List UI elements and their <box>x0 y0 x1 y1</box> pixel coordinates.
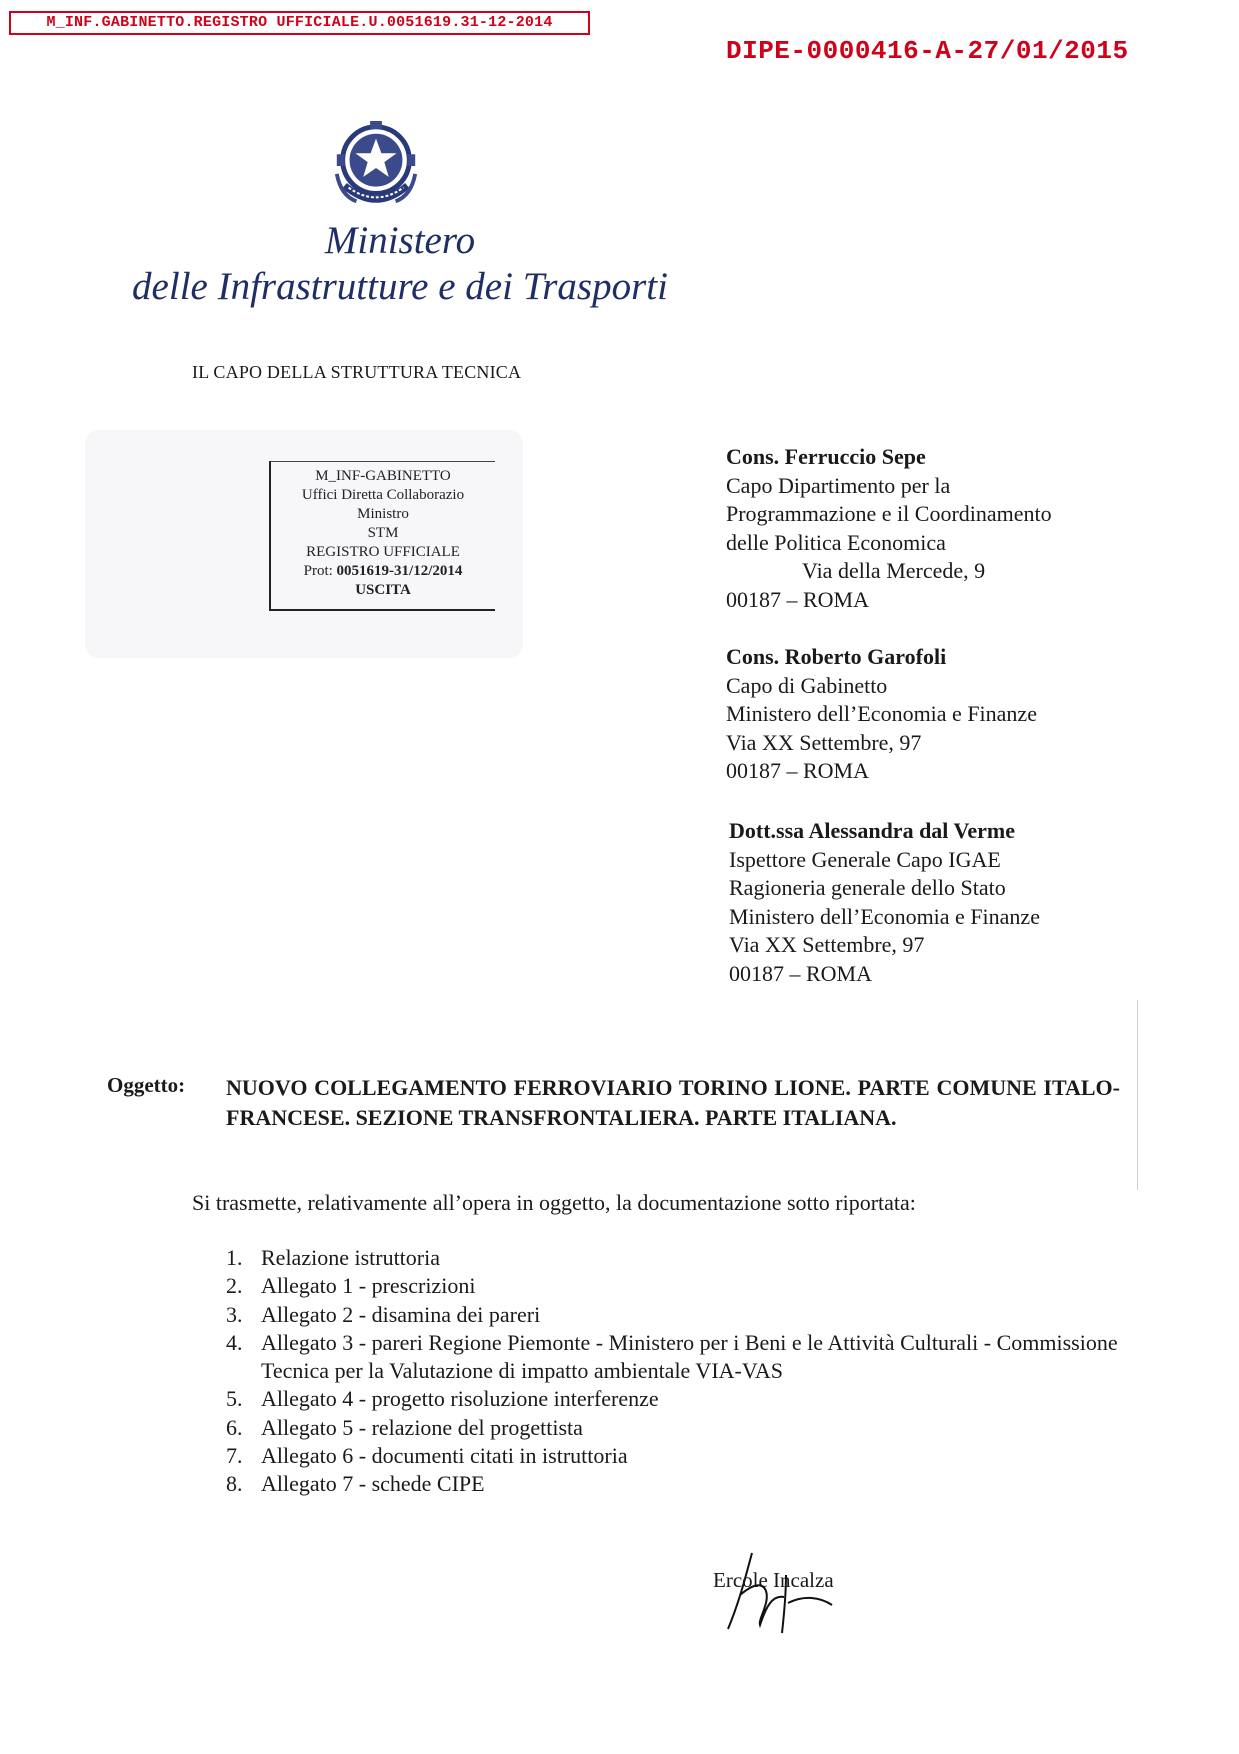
recipient-line: Capo Dipartimento per la <box>726 472 951 498</box>
protocol-stamp-prot-label: Prot: <box>303 563 333 579</box>
handwritten-signature <box>700 1545 840 1635</box>
list-item-text: Allegato 4 - progetto risoluzione interferenze <box>261 1386 659 1412</box>
recipient-name: Dott.ssa Alessandra dal Verme <box>729 818 1016 843</box>
intro-paragraph: Si trasmette, relativamente all’opera in oggetto, la documentazione sotto riportata: <box>192 1190 916 1215</box>
registry-stamp: M_INF.GABINETTO.REGISTRO UFFICIALE.U.0051619.31-12-2014 <box>9 11 590 35</box>
list-item-number: 2. <box>226 1273 243 1299</box>
recipient-line: 00187 – ROMA <box>726 758 870 783</box>
repubblica-italiana-emblem-icon <box>327 117 425 219</box>
ministry-title <box>100 218 700 310</box>
protocol-stamp-line: STM <box>367 525 399 541</box>
signatory-name: Ercole Incalza <box>713 1568 834 1592</box>
list-item-text: Allegato 7 - schede CIPE <box>261 1471 485 1497</box>
recipient-line: Ispettore Generale Capo IGAE <box>729 846 1001 872</box>
recipient-line: Ministero dell’Economia e Finanze <box>729 903 1040 929</box>
list-item-number: 5. <box>226 1386 243 1412</box>
recipient-line: 00187 – ROMA <box>726 586 870 612</box>
list-item-number: 4. <box>226 1329 243 1355</box>
attachment-list <box>226 1244 1126 1499</box>
recipient-line: Via della Mercede, 9 <box>802 558 986 583</box>
recipient-line: delle Politica Economica <box>726 529 946 555</box>
list-item <box>226 1385 1126 1413</box>
protocol-stamp-line: REGISTRO UFFICIALE <box>306 544 460 560</box>
recipient-block <box>726 443 1052 614</box>
protocol-stamp-number <box>271 562 495 581</box>
list-item-text: Relazione istruttoria <box>261 1245 440 1270</box>
subject-label: Oggetto: <box>107 1073 186 1097</box>
dipe-protocol-number: DIPE-0000416-A-27/01/2015 <box>726 36 1129 66</box>
list-item <box>226 1272 1126 1300</box>
subject-text: NUOVO COLLEGAMENTO FERROVIARIO TORINO LIONE. PARTE COMUNE ITALO-FRANCESE. SEZIONE TRANSFRONTALIERA. PARTE ITALIANA. <box>226 1075 1120 1130</box>
recipient-line: Via XX Settembre, 97 <box>726 729 922 755</box>
protocol-stamp-line: Uffici Diretta Collaborazio <box>301 487 465 503</box>
list-item-number: 7. <box>226 1443 243 1469</box>
protocol-stamp-line: M_INF-GABINETTO <box>315 468 451 484</box>
recipient-line: Ragioneria generale dello Stato <box>729 875 1006 900</box>
list-item-number: 3. <box>226 1301 243 1327</box>
protocol-stamp-line: Ministro <box>357 506 409 522</box>
recipient-line: 00187 – ROMA <box>729 960 873 986</box>
list-item-text: Allegato 2 - disamina dei pareri <box>261 1301 541 1327</box>
office-heading: IL CAPO DELLA STRUTTURA TECNICA <box>192 362 522 382</box>
recipient-line: Ministero dell’Economia e Finanze <box>726 701 1037 726</box>
ministry-title-line1: Ministero <box>324 219 476 262</box>
recipient-line: Capo di Gabinetto <box>726 672 888 698</box>
recipient-block <box>729 817 1040 988</box>
list-item <box>226 1442 1126 1470</box>
recipient-line: Via XX Settembre, 97 <box>729 932 925 957</box>
list-item-text: Allegato 3 - pareri Regione Piemonte - Ministero per i Beni e le Attività Culturali - Commissione Tecnica per la Valutazione di impatto ambientale VIA-VAS <box>261 1329 1118 1384</box>
recipient-name: Cons. Ferruccio Sepe <box>726 444 926 469</box>
recipient-block <box>726 643 1037 786</box>
list-item-number: 1. <box>226 1245 243 1270</box>
ministry-title-line2: delle Infrastrutture e dei Trasporti <box>132 265 668 308</box>
list-item <box>226 1244 1126 1272</box>
protocol-stamp-direction: USCITA <box>355 582 411 598</box>
recipient-name: Cons. Roberto Garofoli <box>726 644 947 669</box>
list-item <box>226 1470 1126 1498</box>
recipient-line: Programmazione e il Coordinamento <box>726 501 1052 526</box>
protocol-stamp <box>269 461 495 611</box>
list-item <box>226 1414 1126 1442</box>
list-item <box>226 1329 1126 1386</box>
list-item-number: 8. <box>226 1471 243 1497</box>
list-item-number: 6. <box>226 1414 243 1440</box>
list-item <box>226 1301 1126 1329</box>
scan-margin-line <box>1137 1000 1138 1190</box>
protocol-stamp-prot-value: 0051619-31/12/2014 <box>336 563 463 579</box>
list-item-text: Allegato 5 - relazione del progettista <box>261 1414 583 1440</box>
list-item-text: Allegato 6 - documenti citati in istruttoria <box>261 1443 628 1469</box>
list-item-text: Allegato 1 - prescrizioni <box>261 1273 476 1299</box>
